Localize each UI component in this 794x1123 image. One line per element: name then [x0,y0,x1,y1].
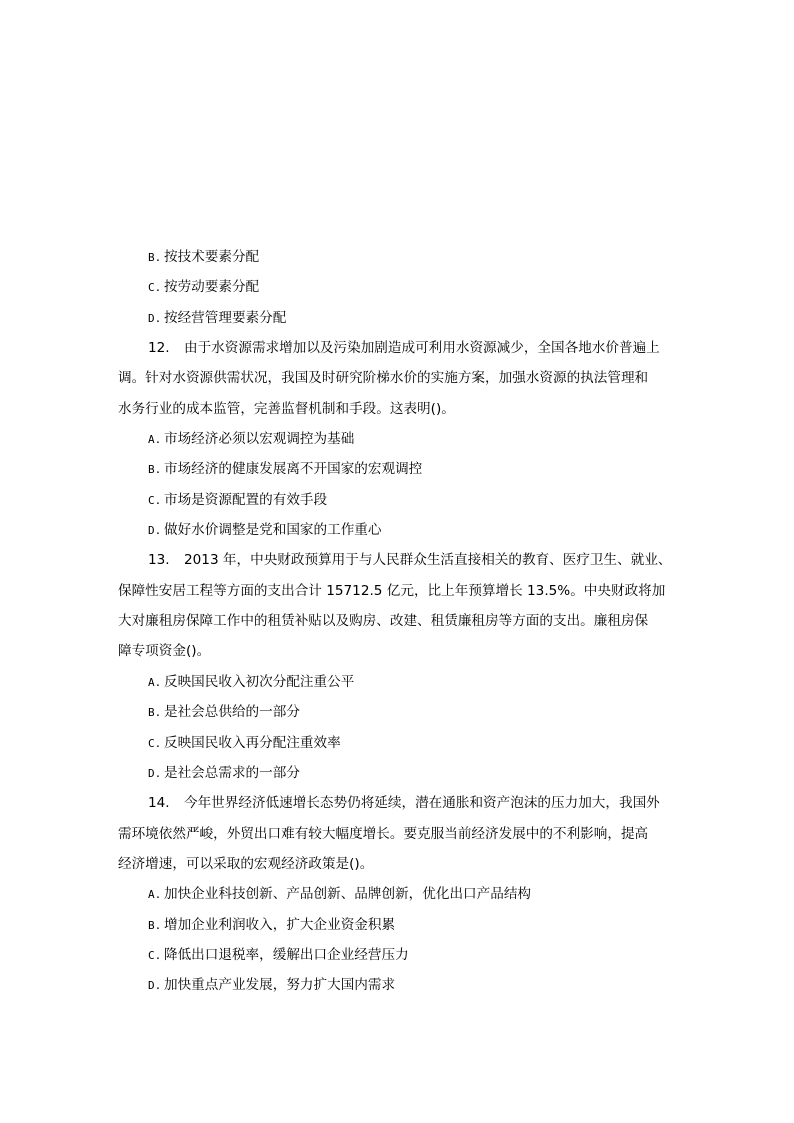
question-number: 12. [148,340,170,357]
option-letter: C. [148,281,162,295]
answer-option [118,970,688,1000]
option-letter: B. [148,918,162,932]
answer-option [118,940,688,970]
question-text: 2013 年，中央财政预算用于与人民群众生活直接相关的教育、医疗卫生、就业、 [184,552,672,569]
answer-option [118,728,688,758]
question-number: 13. [148,552,170,569]
option-letter: D. [148,979,162,993]
question-stem-first-line [118,788,688,818]
option-text: 是社会总需求的一部分 [164,764,300,781]
option-text: 加快企业科技创新、产品创新、品牌创新，优化出口产品结构 [164,886,532,903]
option-text: 按技术要素分配 [164,249,260,265]
option-letter: D. [148,524,162,538]
answer-option [118,303,688,333]
option-letter: A. [148,675,162,689]
option-text: 降低出口退税率，缓解出口企业经营压力 [164,946,409,963]
option-text: 是社会总供给的一部分 [164,704,300,721]
answer-option [118,667,688,697]
option-letter: B. [148,706,162,720]
question-stem-first-line [118,545,688,575]
option-text: 反映国民收入初次分配注重公平 [164,673,355,690]
option-letter: D. [148,311,162,325]
question-stem-first-line [118,333,688,363]
option-text: 市场经济的健康发展离不开国家的宏观调控 [164,461,423,478]
answer-option [118,485,688,515]
option-text: 按劳动要素分配 [164,279,260,296]
question-number: 14. [148,795,170,812]
question-text: 今年世界经济低速增长态势仍将延续，潜在通胀和资产泡沫的压力加大，我国外 [184,795,660,812]
question-stem-line: 水务行业的成本监管，完善监督机制和手段。这表明()。 [118,400,455,417]
option-letter: C. [148,948,162,962]
answer-option [118,424,688,454]
option-letter: C. [148,736,162,750]
question-stem-line: 大对廉租房保障工作中的租赁补贴以及购房、改建、租赁廉租房等方面的支出。廉租房保 [118,613,649,630]
answer-option [118,879,688,909]
option-text: 市场经济必须以宏观调控为基础 [164,431,355,448]
option-letter: B. [148,251,162,264]
option-text: 市场是资源配置的有效手段 [164,491,328,508]
option-text: 增加企业利润收入，扩大企业资金积累 [164,916,396,933]
answer-option [118,697,688,727]
answer-option [118,758,688,788]
option-letter: B. [148,463,162,477]
document-page [118,242,688,1001]
option-text: 反映国民收入再分配注重效率 [164,734,341,751]
option-text: 按经营管理要素分配 [164,309,287,326]
question-stem-line: 需环境依然严峻，外贸出口难有较大幅度增长。要克服当前经济发展中的不利影响，提高 [118,825,649,842]
option-letter: D. [148,766,162,780]
option-letter: A. [148,433,162,447]
option-letter: A. [148,888,162,902]
option-text: 做好水价调整是党和国家的工作重心 [164,522,382,539]
answer-option [118,242,688,272]
option-text: 加快重点产业发展，努力扩大国内需求 [164,977,396,994]
answer-option [118,272,688,302]
question-stem-line: 经济增速，可以采取的宏观经济政策是()。 [118,855,374,872]
answer-option [118,910,688,940]
option-letter: C. [148,493,162,507]
question-stem-line: 障专项资金()。 [118,643,211,660]
answer-option [118,454,688,484]
question-stem-line: 调。针对水资源供需状况，我国及时研究阶梯水价的实施方案，加强水资源的执法管理和 [118,370,649,387]
question-text: 由于水资源需求增加以及污染加剧造成可利用水资源减少，全国各地水价普遍上 [184,340,660,357]
question-stem-line: 保障性安居工程等方面的支出合计 15712.5 亿元，比上年预算增长 13.5%。中央财政将加 [118,582,666,599]
answer-option [118,515,688,545]
